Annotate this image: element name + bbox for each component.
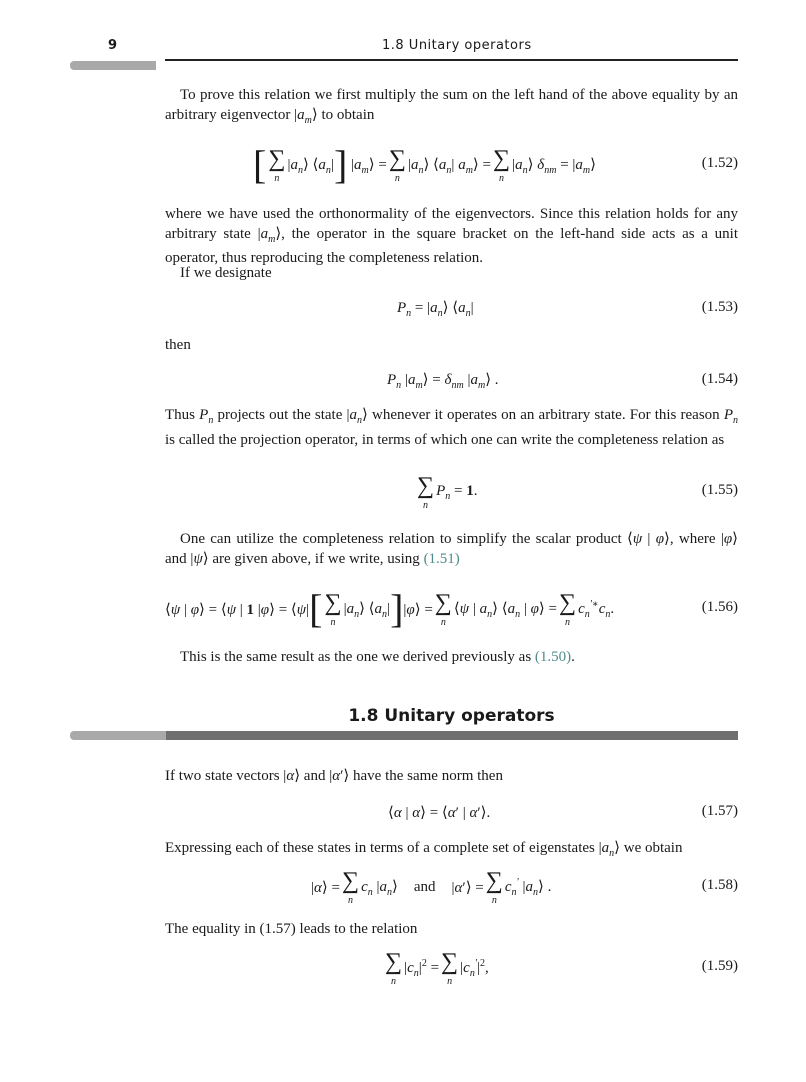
header-rule [165,59,738,61]
header-tab-decoration [70,61,156,70]
equation-number: (1.57) [701,803,738,819]
equation-number: (1.56) [701,599,738,615]
running-title: 1.8 Unitary operators [382,38,532,53]
equation-1-54: $P_n$ $|a_m⟩ = \delta_{nm}$ $|a_m⟩$ . (1.54) [387,371,738,391]
equation-1-55: ∑ n $P_n = 1$. (1.55) [417,472,738,511]
paragraph-same-result: This is the same result as the one we derived previously as (1.50). [180,649,575,665]
equation-1-56: ⟨ψ | φ⟩ = ⟨ψ | 1 |φ⟩ = ⟨ψ| [ ∑ n $|a_n⟩$ $⟨a_n|$ ] |φ⟩ = ∑ n ⟨ψ | $a_n⟩$ $⟨a_n$ | φ⟩ = ∑ n $c_n^{'∗}c_n$. (1.56) [165,586,738,631]
page-number: 9 [108,38,118,53]
equation-1-52: [ ∑ n $|a_n⟩$ $⟨a_n|$ ] $|a_m⟩$ = ∑ n $|a_n⟩$ $⟨a_n|$ $a_m⟩$ = ∑ n $|a_n⟩$ $\delta_{nm}$ = $|a_m⟩$ (1.52) [253,142,738,187]
equation-number: (1.58) [701,877,738,893]
paragraph-state-vectors: If two state vectors |α⟩ and |α′⟩ have the same norm then [165,768,503,784]
equation-reference-link[interactable]: (1.51) [423,550,460,567]
paragraph-orthonormality: where we have used the orthonormality of the eigenvectors. Since this relation holds for any arbitrary state $|a_m⟩$, the operator in the square bracket on the left-hand side acts as a unit operator, thus reproducing the completeness relation. [165,206,738,266]
paragraph-then: then [165,337,191,353]
equation-1-53: $P_n$ = $|a_n⟩$ $⟨a_n|$ (1.53) [397,299,738,319]
equation-1-57: ⟨α | α⟩ = ⟨α′ | α′⟩. (1.57) [388,803,738,821]
and-word: and [413,878,436,895]
section-bar-tab [70,731,166,740]
section-bar [166,731,738,740]
equation-number: (1.59) [701,958,738,974]
paragraph-designate: If we designate [180,265,272,281]
equation-1-58: |α⟩ = ∑ n $c_n$ $|a_n⟩$ and |α′⟩ = ∑ n $c_n'$ $|a_n⟩$ . (1.58) [311,867,738,906]
equation-number: (1.52) [701,155,738,171]
paragraph-scalar-product: One can utilize the completeness relation to simplify the scalar product ⟨ψ | φ⟩, where |φ⟩ and |ψ⟩ are given above, if we write, using (1.51) [165,531,738,567]
equation-number: (1.55) [701,482,738,498]
paragraph-projection-operator: Thus $P_n$ projects out the state $|a_n⟩$ whenever it operates on an arbitrary state. For this reason $P_n$ is called the projection operator, in terms of which one can write the completeness relation as [165,407,738,448]
section-heading: 1.8 Unitary operators [348,706,555,726]
equation-number: (1.54) [701,371,738,387]
paragraph-expressing-states: Expressing each of these states in terms of a complete set of eigenstates $|a_n⟩$ we obtain [165,840,683,859]
equation-number: (1.53) [701,299,738,315]
equation-1-59: ∑ n $|c_n|^2$ = ∑ n $|c_n'|^2$, (1.59) [385,948,738,987]
paragraph-proof-intro: To prove this relation we first multiply the sum on the left hand of the above equality by an arbitrary eigenvector $|a_m⟩$ to obtain [165,87,738,126]
paragraph-equality-relation: The equality in (1.57) leads to the relation [165,921,418,937]
equation-reference-link[interactable]: (1.50) [534,649,572,665]
